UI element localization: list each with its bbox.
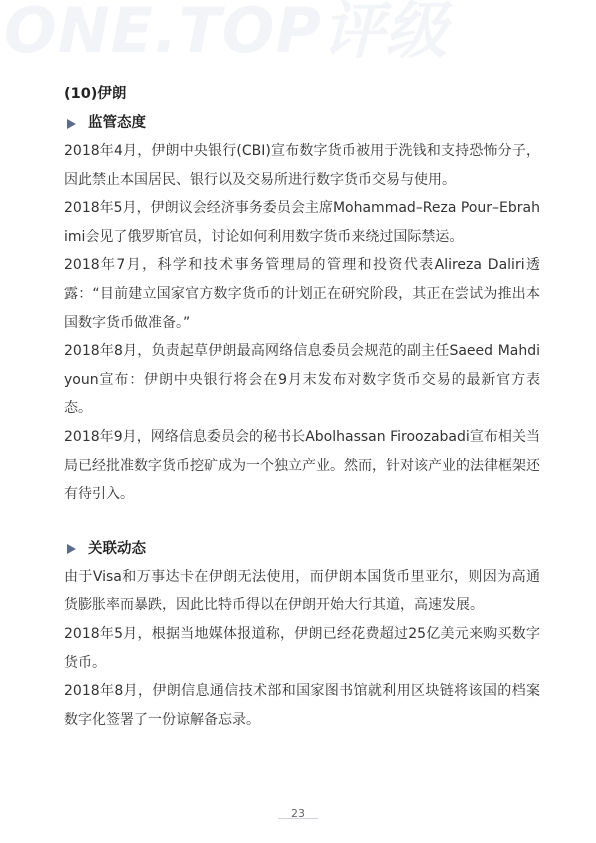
subheading-regulatory bbox=[64, 110, 540, 137]
paragraph: 2018年5月，根据当地媒体报道称，伊朗已经花费超过25亿美元来购买数字货币。 bbox=[64, 625, 540, 671]
subheading-related bbox=[64, 536, 540, 563]
paragraph: 2018年8月，负责起草伊朗最高网络信息委员会规范的副主任Saeed Mahdiyoun宣布：伊朗中央银行将会在9月末发布对数字货币交易的最新官方表态。 bbox=[64, 343, 540, 417]
watermark-logo: ONE.TOP评级 bbox=[4, 0, 448, 67]
paragraph: 2018年5月，伊朗议会经济事务委员会主席Mohammad–Reza Pour–Ebrahimi会见了俄罗斯官员，讨论如何利用数字货币来绕过国际禁运。 bbox=[64, 200, 540, 245]
triangle-bullet-icon bbox=[67, 544, 76, 554]
paragraph: 由于Visa和万事达卡在伊朗无法使用，而伊朗本国货币里亚尔，则因为高通货膨胀率而暴跌，因此比特币得以在伊朗开始大行其道，高速发展。 bbox=[64, 568, 540, 614]
document-body bbox=[64, 82, 540, 734]
paragraph: 2018年8月，伊朗信息通信技术部和国家图书馆就利用区块链将该国的档案数字化签署了一份谅解备忘录。 bbox=[64, 683, 540, 728]
subheading-label: 监管态度 bbox=[88, 115, 146, 131]
footer-divider bbox=[278, 818, 318, 819]
paragraph: 2018年7月，科学和技术事务管理局的管理和投资代表Alireza Daliri透露：“目前建立国家官方数字货币的计划正在研究阶段，其正在尝试为推出本国数字货币做准备。” bbox=[64, 257, 540, 331]
subheading-label: 关联动态 bbox=[88, 540, 146, 557]
paragraph: 2018年9月，网络信息委员会的秘书长Abolhassan Firoozabadi宣布相关当局已经批准数字货币挖矿成为一个独立产业。然而，针对该产业的法律框架还有待引入。 bbox=[64, 428, 540, 503]
paragraph: 2018年4月，伊朗中央银行(CBI)宣布数字货币被用于洗钱和支持恐怖分子，因此禁止本国居民、银行以及交易所进行数字货币交易与使用。 bbox=[64, 143, 540, 188]
section-title: (10)伊朗 bbox=[64, 86, 127, 102]
triangle-bullet-icon bbox=[67, 119, 76, 129]
page-number: 23 bbox=[291, 807, 305, 820]
section-spacer bbox=[64, 509, 540, 536]
